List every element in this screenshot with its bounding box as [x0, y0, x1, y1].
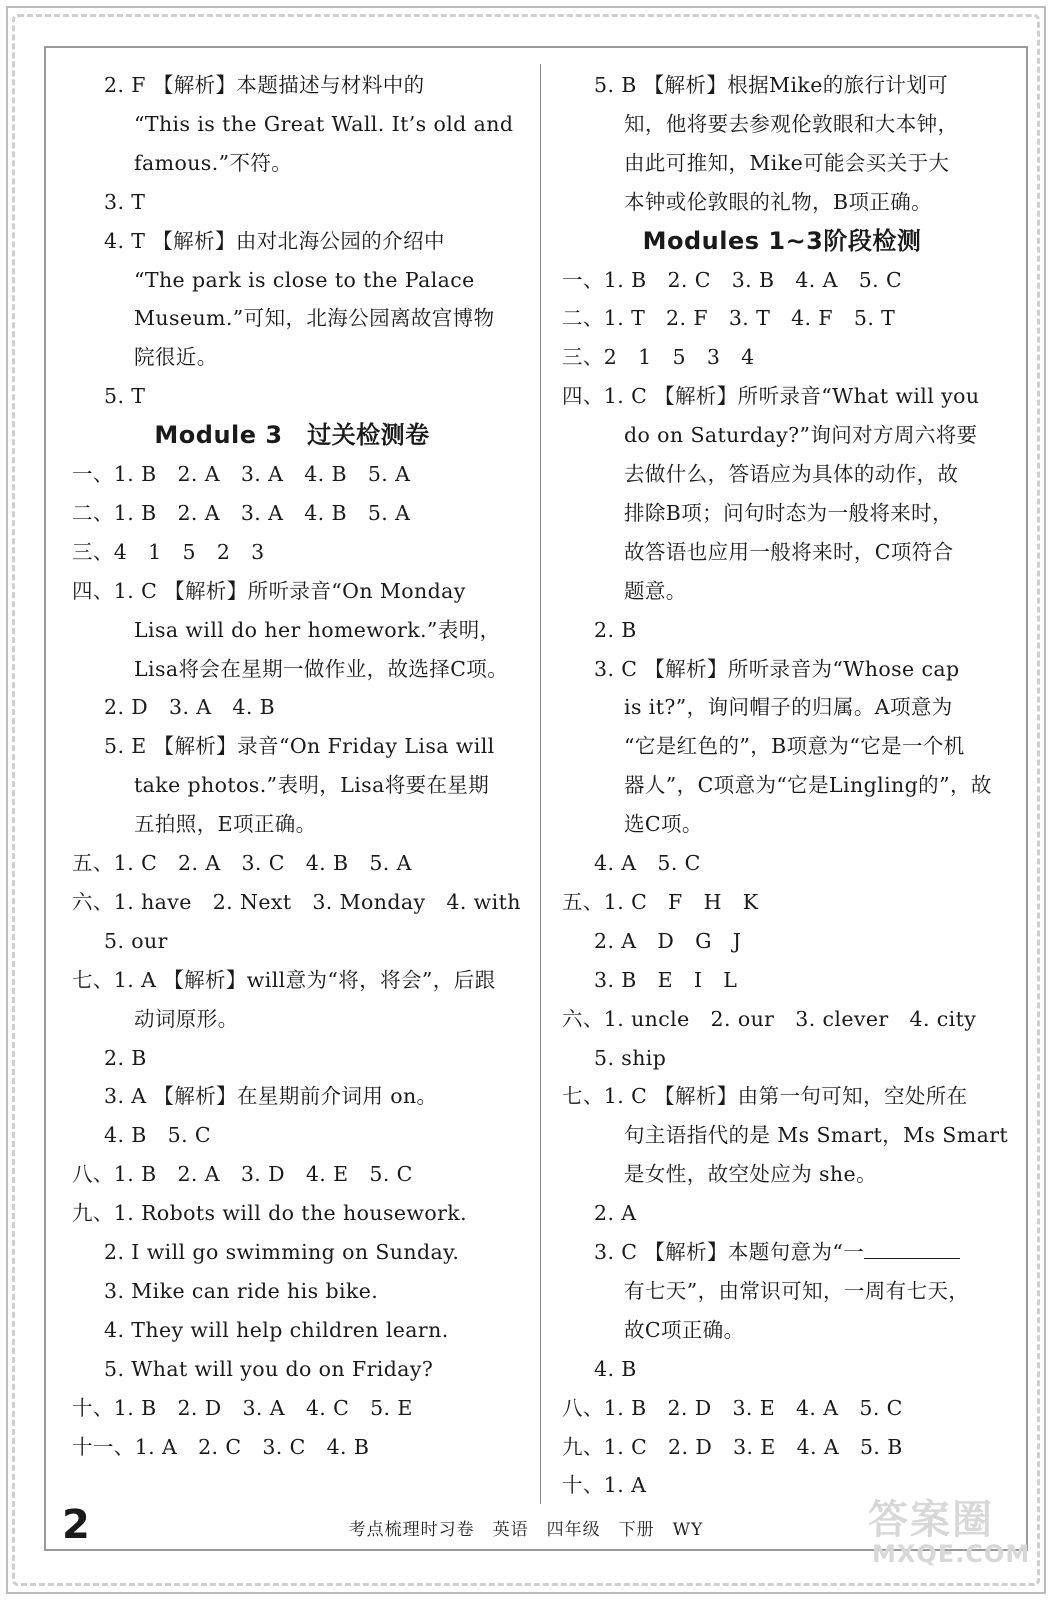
- answer-text: 4. B 5. C: [104, 1123, 212, 1147]
- right-column-line: [624, 183, 932, 221]
- answer-text: 三、4 1 5 2 3: [72, 540, 265, 564]
- right-column-line: [624, 455, 958, 493]
- right-column-line: [562, 377, 979, 415]
- answer-text: 六、1. have 2. Next 3. Monday 4. with: [72, 890, 521, 914]
- section-title: [72, 416, 512, 454]
- right-column-line: [624, 144, 949, 182]
- answer-text: 4. They will help children learn.: [104, 1318, 449, 1342]
- answer-text: 是女性，故空处应为 she。: [624, 1162, 877, 1186]
- left-column-line: [104, 1116, 211, 1154]
- answer-text: 五拍照，E项正确。: [134, 812, 317, 836]
- left-column-line: [72, 1194, 467, 1232]
- right-column-line: [594, 922, 741, 960]
- answer-text: 2. A D G J: [594, 929, 742, 953]
- right-column-line: [624, 105, 958, 143]
- answer-text: 2. A: [594, 1201, 637, 1225]
- left-column-line: [72, 533, 265, 571]
- left-column-line: [104, 1233, 459, 1271]
- left-column-line: [134, 611, 501, 649]
- answer-text: Lisa将会在星期一做作业，故选择C项。: [134, 657, 509, 681]
- answer-text: is it?”，询问帽子的归属。A项意为: [624, 695, 953, 719]
- right-column-line: [594, 961, 737, 999]
- right-column-line: [562, 299, 895, 337]
- right-column-line: [594, 1194, 636, 1232]
- answer-text: 二、1. T 2. F 3. T 4. F 5. T: [562, 306, 896, 330]
- answer-text: 2. D 3. A 4. B: [104, 695, 276, 719]
- answer-text: 题意。: [624, 579, 687, 603]
- right-column-line: [562, 338, 755, 376]
- answer-text: 十、1. A: [562, 1473, 647, 1497]
- answer-text: Museum.”可知，北海公园离故宫博物: [134, 306, 495, 330]
- answer-text: 3. A 【解析】在星期前介词用 on。: [104, 1084, 438, 1108]
- column-divider: [540, 64, 541, 1504]
- section-title: [562, 222, 1002, 260]
- left-column-line: [104, 1272, 378, 1310]
- answer-text: 本钟或伦敦眼的礼物，B项正确。: [624, 190, 933, 214]
- left-column-line: [104, 1350, 433, 1388]
- left-column-line: [72, 961, 495, 999]
- right-column-line: [624, 1272, 969, 1310]
- left-column-line: [134, 105, 513, 143]
- right-column-line: [624, 572, 687, 610]
- right-column-line: [562, 883, 758, 921]
- answer-text: 有七天”，由常识可知，一周有七天，: [624, 1279, 970, 1303]
- left-column-line: [72, 844, 412, 882]
- answer-text: 九、1. Robots will do the housework.: [72, 1201, 468, 1225]
- answer-text: 2. B: [104, 1046, 147, 1070]
- left-column-line: [104, 66, 425, 104]
- answer-text: 四、1. C 【解析】所听录音“What will you: [562, 384, 980, 408]
- right-column-line: [594, 1233, 960, 1271]
- answer-text: 七、1. A 【解析】will意为“将，将会”，后跟: [72, 968, 496, 992]
- right-column-line: [624, 805, 703, 843]
- answer-text: 五、1. C 2. A 3. C 4. B 5. A: [72, 851, 412, 875]
- left-column-line: [104, 1039, 147, 1077]
- right-column-line: [562, 1077, 968, 1115]
- answer-text: 由此可推知，Mike可能会买关于大: [624, 151, 950, 175]
- right-column-line: [562, 1466, 646, 1504]
- answer-text: 3. C 【解析】本题句意为“一: [594, 1240, 865, 1264]
- right-column-line: [624, 494, 953, 532]
- answer-text: 三、2 1 5 3 4: [562, 345, 755, 369]
- answer-text: 器人”，C项意为“它是Lingling的”，故: [624, 773, 992, 797]
- answer-text: famous.”不符。: [134, 151, 293, 175]
- footer-book-info: 考点梳理时习卷 英语 四年级 下册 WY: [348, 1520, 704, 1540]
- left-column-line: [72, 883, 521, 921]
- answer-text: “The park is close to the Palace: [134, 268, 475, 292]
- left-column-line: [134, 261, 475, 299]
- right-column-line: [594, 611, 637, 649]
- right-column-line: [624, 1116, 1008, 1154]
- left-column-line: [72, 1428, 369, 1466]
- left-column-line: [134, 766, 489, 804]
- answer-text: 5. our: [104, 929, 168, 953]
- watermark-logo: [868, 1488, 1031, 1574]
- answer-text: “This is the Great Wall. It’s old and: [134, 112, 514, 136]
- answer-text: 5. ship: [594, 1046, 667, 1070]
- answer-text: Lisa will do her homework.”表明，: [134, 618, 501, 642]
- left-column-line: [134, 299, 494, 337]
- watermark-url: MXQE.COM: [872, 1540, 1031, 1568]
- right-column-line: [562, 261, 902, 299]
- left-column-line: [72, 455, 410, 493]
- answer-text: 十一、1. A 2. C 3. C 4. B: [72, 1435, 370, 1459]
- left-column-line: [104, 183, 145, 221]
- right-column-line: [562, 1428, 903, 1466]
- section-title-text: Modules 1~3阶段检测: [642, 227, 922, 255]
- left-column-line: [104, 222, 445, 260]
- left-column-line: [72, 494, 410, 532]
- answer-text: 十、1. B 2. D 3. A 4. C 5. E: [72, 1396, 413, 1420]
- answer-text: 故C项正确。: [624, 1318, 745, 1342]
- answer-text: 动词原形。: [134, 1007, 239, 1031]
- right-column-line: [624, 727, 965, 765]
- answer-text: 3. Mike can ride his bike.: [104, 1279, 379, 1303]
- answer-text: 排除B项；问句时态为一般将来时，: [624, 501, 953, 525]
- answer-text: 4. T 【解析】由对北海公园的介绍中: [104, 229, 445, 253]
- fill-in-blank: [864, 1240, 960, 1259]
- right-column-line: [594, 66, 948, 104]
- answer-text: 八、1. B 2. A 3. D 4. E 5. C: [72, 1162, 413, 1186]
- left-column-line: [134, 805, 317, 843]
- answer-text: 5. B 【解析】根据Mike的旅行计划可: [594, 73, 949, 97]
- answer-text: 4. A 5. C: [594, 851, 701, 875]
- answer-text: 七、1. C 【解析】由第一句可知，空处所在: [562, 1084, 968, 1108]
- left-column-line: [72, 1155, 413, 1193]
- answer-text: 四、1. C 【解析】所听录音“On Monday: [72, 579, 466, 603]
- answer-text: 5. What will you do on Friday?: [104, 1357, 434, 1381]
- answer-text: 句主语指代的是 Ms Smart，Ms Smart: [624, 1123, 1009, 1147]
- left-column-line: [104, 1311, 449, 1349]
- right-column-line: [594, 1350, 637, 1388]
- left-column-line: [72, 1389, 413, 1427]
- left-column-line: [134, 144, 292, 182]
- answer-text: 2. F 【解析】本题描述与材料中的: [104, 73, 425, 97]
- answer-text: 九、1. C 2. D 3. E 4. A 5. B: [562, 1435, 903, 1459]
- right-column-line: [624, 688, 953, 726]
- answer-text: 4. B: [594, 1357, 637, 1381]
- answer-text: 知，他将要去参观伦敦眼和大本钟，: [624, 112, 959, 136]
- right-column-line: [624, 533, 954, 571]
- right-column-line: [624, 1311, 745, 1349]
- answer-text: 3. T: [104, 190, 146, 214]
- answer-text: 八、1. B 2. D 3. E 4. A 5. C: [562, 1396, 903, 1420]
- answer-text: 二、1. B 2. A 3. A 4. B 5. A: [72, 501, 411, 525]
- answer-text: “它是红色的”，B项意为“它是一个机: [624, 734, 965, 758]
- left-column-line: [104, 1077, 437, 1115]
- right-column-line: [624, 766, 992, 804]
- left-column-line: [104, 922, 168, 960]
- page-number: 2: [62, 1502, 90, 1548]
- left-column-line: [134, 1000, 239, 1038]
- right-column-line: [594, 650, 959, 688]
- answer-text: 5. E 【解析】录音“On Friday Lisa will: [104, 734, 495, 758]
- left-column-line: [104, 688, 275, 726]
- left-column-line: [134, 650, 508, 688]
- answer-text: 2. B: [594, 618, 637, 642]
- answer-text: 一、1. B 2. C 3. B 4. A 5. C: [562, 268, 903, 292]
- answer-text: do on Saturday?”询问对方周六将要: [624, 423, 978, 447]
- answer-text: 去做什么，答语应为具体的动作，故: [624, 462, 959, 486]
- watermark-text: 答案圈: [868, 1497, 994, 1543]
- answer-text: 院很近。: [134, 345, 218, 369]
- answer-text: 2. I will go swimming on Sunday.: [104, 1240, 460, 1264]
- answer-text: 选C项。: [624, 812, 703, 836]
- answer-text: 5. T: [104, 384, 146, 408]
- answer-text: 五、1. C F H K: [562, 890, 759, 914]
- answer-text: 3. C 【解析】所听录音为“Whose cap: [594, 657, 960, 681]
- answer-text: take photos.”表明，Lisa将要在星期: [134, 773, 490, 797]
- right-column-line: [624, 1155, 877, 1193]
- right-column-line: [594, 844, 701, 882]
- answer-text: 3. B E I L: [594, 968, 738, 992]
- left-column-line: [72, 572, 466, 610]
- right-column-line: [562, 1000, 976, 1038]
- answer-text: 六、1. uncle 2. our 3. clever 4. city: [562, 1007, 977, 1031]
- answer-text: 一、1. B 2. A 3. A 4. B 5. A: [72, 462, 411, 486]
- answer-text: 故答语也应用一般将来时，C项符合: [624, 540, 954, 564]
- right-column-line: [562, 1389, 903, 1427]
- right-column-line: [594, 1039, 666, 1077]
- left-column-line: [134, 338, 218, 376]
- left-column-line: [104, 727, 495, 765]
- left-column-line: [104, 377, 145, 415]
- section-title-text: Module 3 过关检测卷: [154, 421, 430, 449]
- right-column-line: [624, 416, 978, 454]
